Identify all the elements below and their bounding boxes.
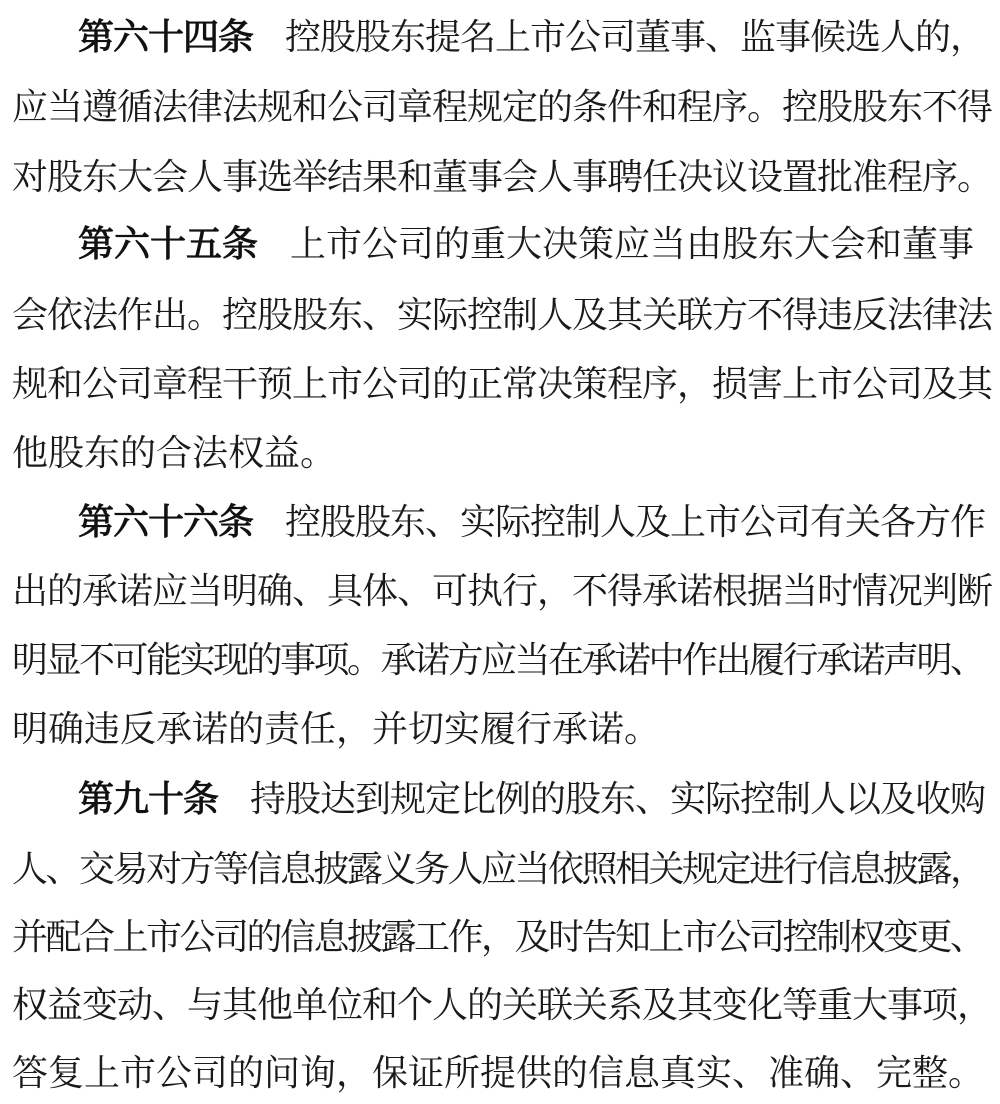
article-65-line-1	[78, 215, 974, 275]
article-90-line-2: 人、交易对方等信息披露义务人应当依照相关规定进行信息披露，	[12, 849, 984, 890]
article-90-line-3: 并配合上市公司的信息披露工作，及时告知上市公司控制权变更、	[12, 917, 984, 958]
article-65-line-2: 会依法作出。控股股东、实际控制人及其关联方不得违反法律法	[12, 295, 993, 336]
article-90-line-1	[78, 770, 985, 830]
article-66-line-2: 出的承诺应当明确、具体、可执行，不得承诺根据当时情况判断	[12, 571, 993, 612]
article-66-line-1	[78, 493, 985, 553]
article-65-number: 第六十五条	[78, 224, 259, 265]
article-90-text-1: 持股达到规定比例的股东、实际控制人以及收购	[250, 779, 986, 820]
article-64-line-3: 对股东大会人事选举结果和董事会人事聘任决议设置批准程序。	[12, 157, 993, 198]
article-90-line-5: 答复上市公司的问询，保证所提供的信息真实、准确、完整。	[12, 1053, 985, 1094]
article-65-text-1: 上市公司的重大决策应当由股东大会和董事	[290, 224, 975, 265]
article-64-text-1: 控股股东提名上市公司董事、监事候选人的，	[285, 17, 986, 58]
article-90-number: 第九十条	[78, 779, 219, 820]
article-64-line-2: 应当遵循法律法规和公司章程规定的条件和程序。控股股东不得	[12, 87, 993, 128]
article-65-line-3: 规和公司章程干预上市公司的正常决策程序，损害上市公司及其	[12, 364, 993, 405]
article-90-line-4: 权益变动、与其他单位和个人的关联关系及其变化等重大事项，	[12, 985, 993, 1026]
article-66-line-4: 明确违反承诺的责任，并切实履行承诺。	[12, 709, 661, 750]
article-64-line-1	[78, 8, 985, 68]
article-65-line-4: 他股东的合法权益。	[12, 433, 337, 474]
article-64-number: 第六十四条	[78, 17, 254, 58]
article-66-line-3: 明显不可能实现的事项。承诺方应当在承诺中作出履行承诺声明、	[12, 640, 984, 681]
article-66-number: 第六十六条	[78, 502, 254, 543]
article-66-text-1: 控股股东、实际控制人及上市公司有关各方作	[285, 502, 986, 543]
